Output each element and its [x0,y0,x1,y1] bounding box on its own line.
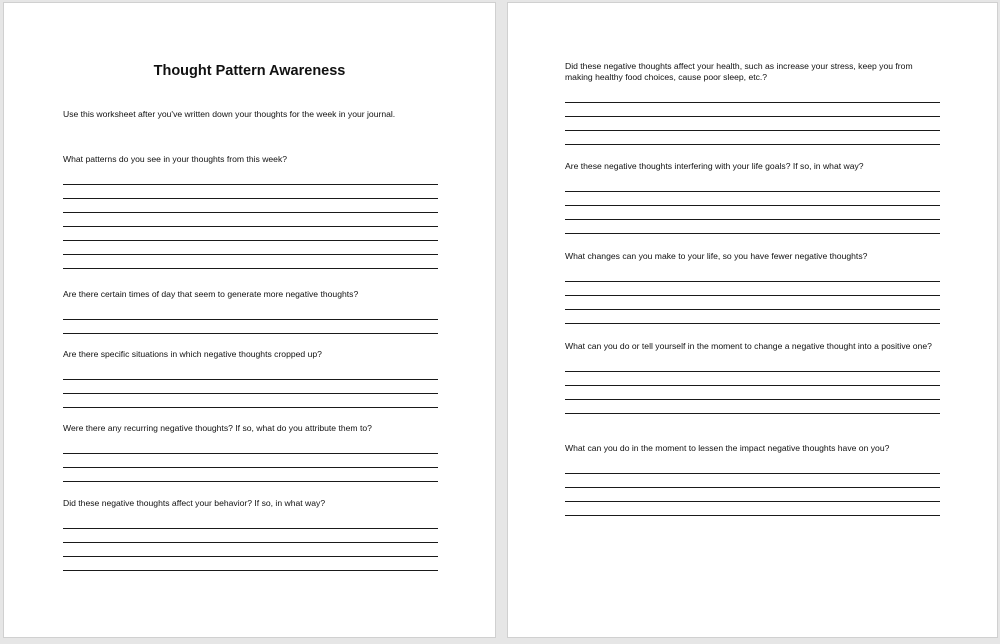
answer-lines [565,93,940,145]
answer-line [565,182,940,192]
answer-lines [565,362,940,414]
answer-line [63,380,438,394]
answer-line [565,488,940,502]
answer-lines [565,464,940,516]
answer-line [565,117,940,131]
question-block [565,341,940,414]
question-block [63,498,438,571]
question-text: Are there certain times of day that seem to generate more negative thoughts? [63,289,359,299]
worksheet-page-left [3,2,496,638]
answer-lines [63,310,438,334]
answer-line [565,131,940,145]
answer-line [63,241,438,255]
answer-line [565,362,940,372]
worksheet-page-right [507,2,998,638]
answer-line [565,310,940,324]
answer-line [63,185,438,199]
question-text: Are there specific situations in which negative thoughts cropped up? [63,349,322,359]
answer-line [63,310,438,320]
question-block [63,289,438,334]
answer-line [63,557,438,571]
answer-line [63,213,438,227]
question-block [565,251,940,324]
question-block [565,161,940,234]
answer-lines [565,182,940,234]
answer-line [63,543,438,557]
question-text: What can you do in the moment to lessen the impact negative thoughts have on you? [565,443,890,453]
answer-line [63,444,438,454]
question-block [63,423,438,482]
question-text: Did these negative thoughts affect your health, such as increase your stress, keep you from making healthy food choices, cause poor sleep, etc.? [565,61,913,82]
question-block [63,154,438,269]
answer-line [565,272,940,282]
question-block [565,443,940,516]
answer-line [63,320,438,334]
question-text: What patterns do you see in your thoughts from this week? [63,154,288,164]
answer-line [63,199,438,213]
answer-line [565,474,940,488]
answer-lines [565,272,940,324]
answer-line [565,502,940,516]
question-block [63,349,438,408]
answer-lines [63,519,438,571]
answer-lines [63,370,438,408]
answer-line [63,454,438,468]
question-text: Were there any recurring negative thoughts? If so, what do you attribute them to? [63,423,372,433]
answer-line [565,464,940,474]
answer-line [565,386,940,400]
question-text: What can you do or tell yourself in the moment to change a negative thought into a positive one? [565,341,932,351]
question-block [565,61,940,145]
answer-line [565,282,940,296]
question-text: Did these negative thoughts affect your behavior? If so, in what way? [63,498,326,508]
answer-line [565,372,940,386]
answer-line [63,255,438,269]
answer-line [63,519,438,529]
answer-line [63,529,438,543]
answer-line [565,296,940,310]
answer-lines [63,444,438,482]
answer-line [565,93,940,103]
question-text: What changes can you make to your life, so you have fewer negative thoughts? [565,251,868,261]
answer-line [565,192,940,206]
answer-line [63,370,438,380]
answer-line [63,227,438,241]
question-text: Are these negative thoughts interfering with your life goals? If so, in what way? [565,161,864,171]
answer-line [565,206,940,220]
answer-line [565,103,940,117]
answer-line [63,175,438,185]
answer-line [565,400,940,414]
answer-line [63,468,438,482]
intro-text: Use this worksheet after you've written down your thoughts for the week in your journal. [63,109,396,119]
page-title: Thought Pattern Awareness [153,63,346,79]
answer-lines [63,175,438,269]
answer-line [565,220,940,234]
answer-line [63,394,438,408]
